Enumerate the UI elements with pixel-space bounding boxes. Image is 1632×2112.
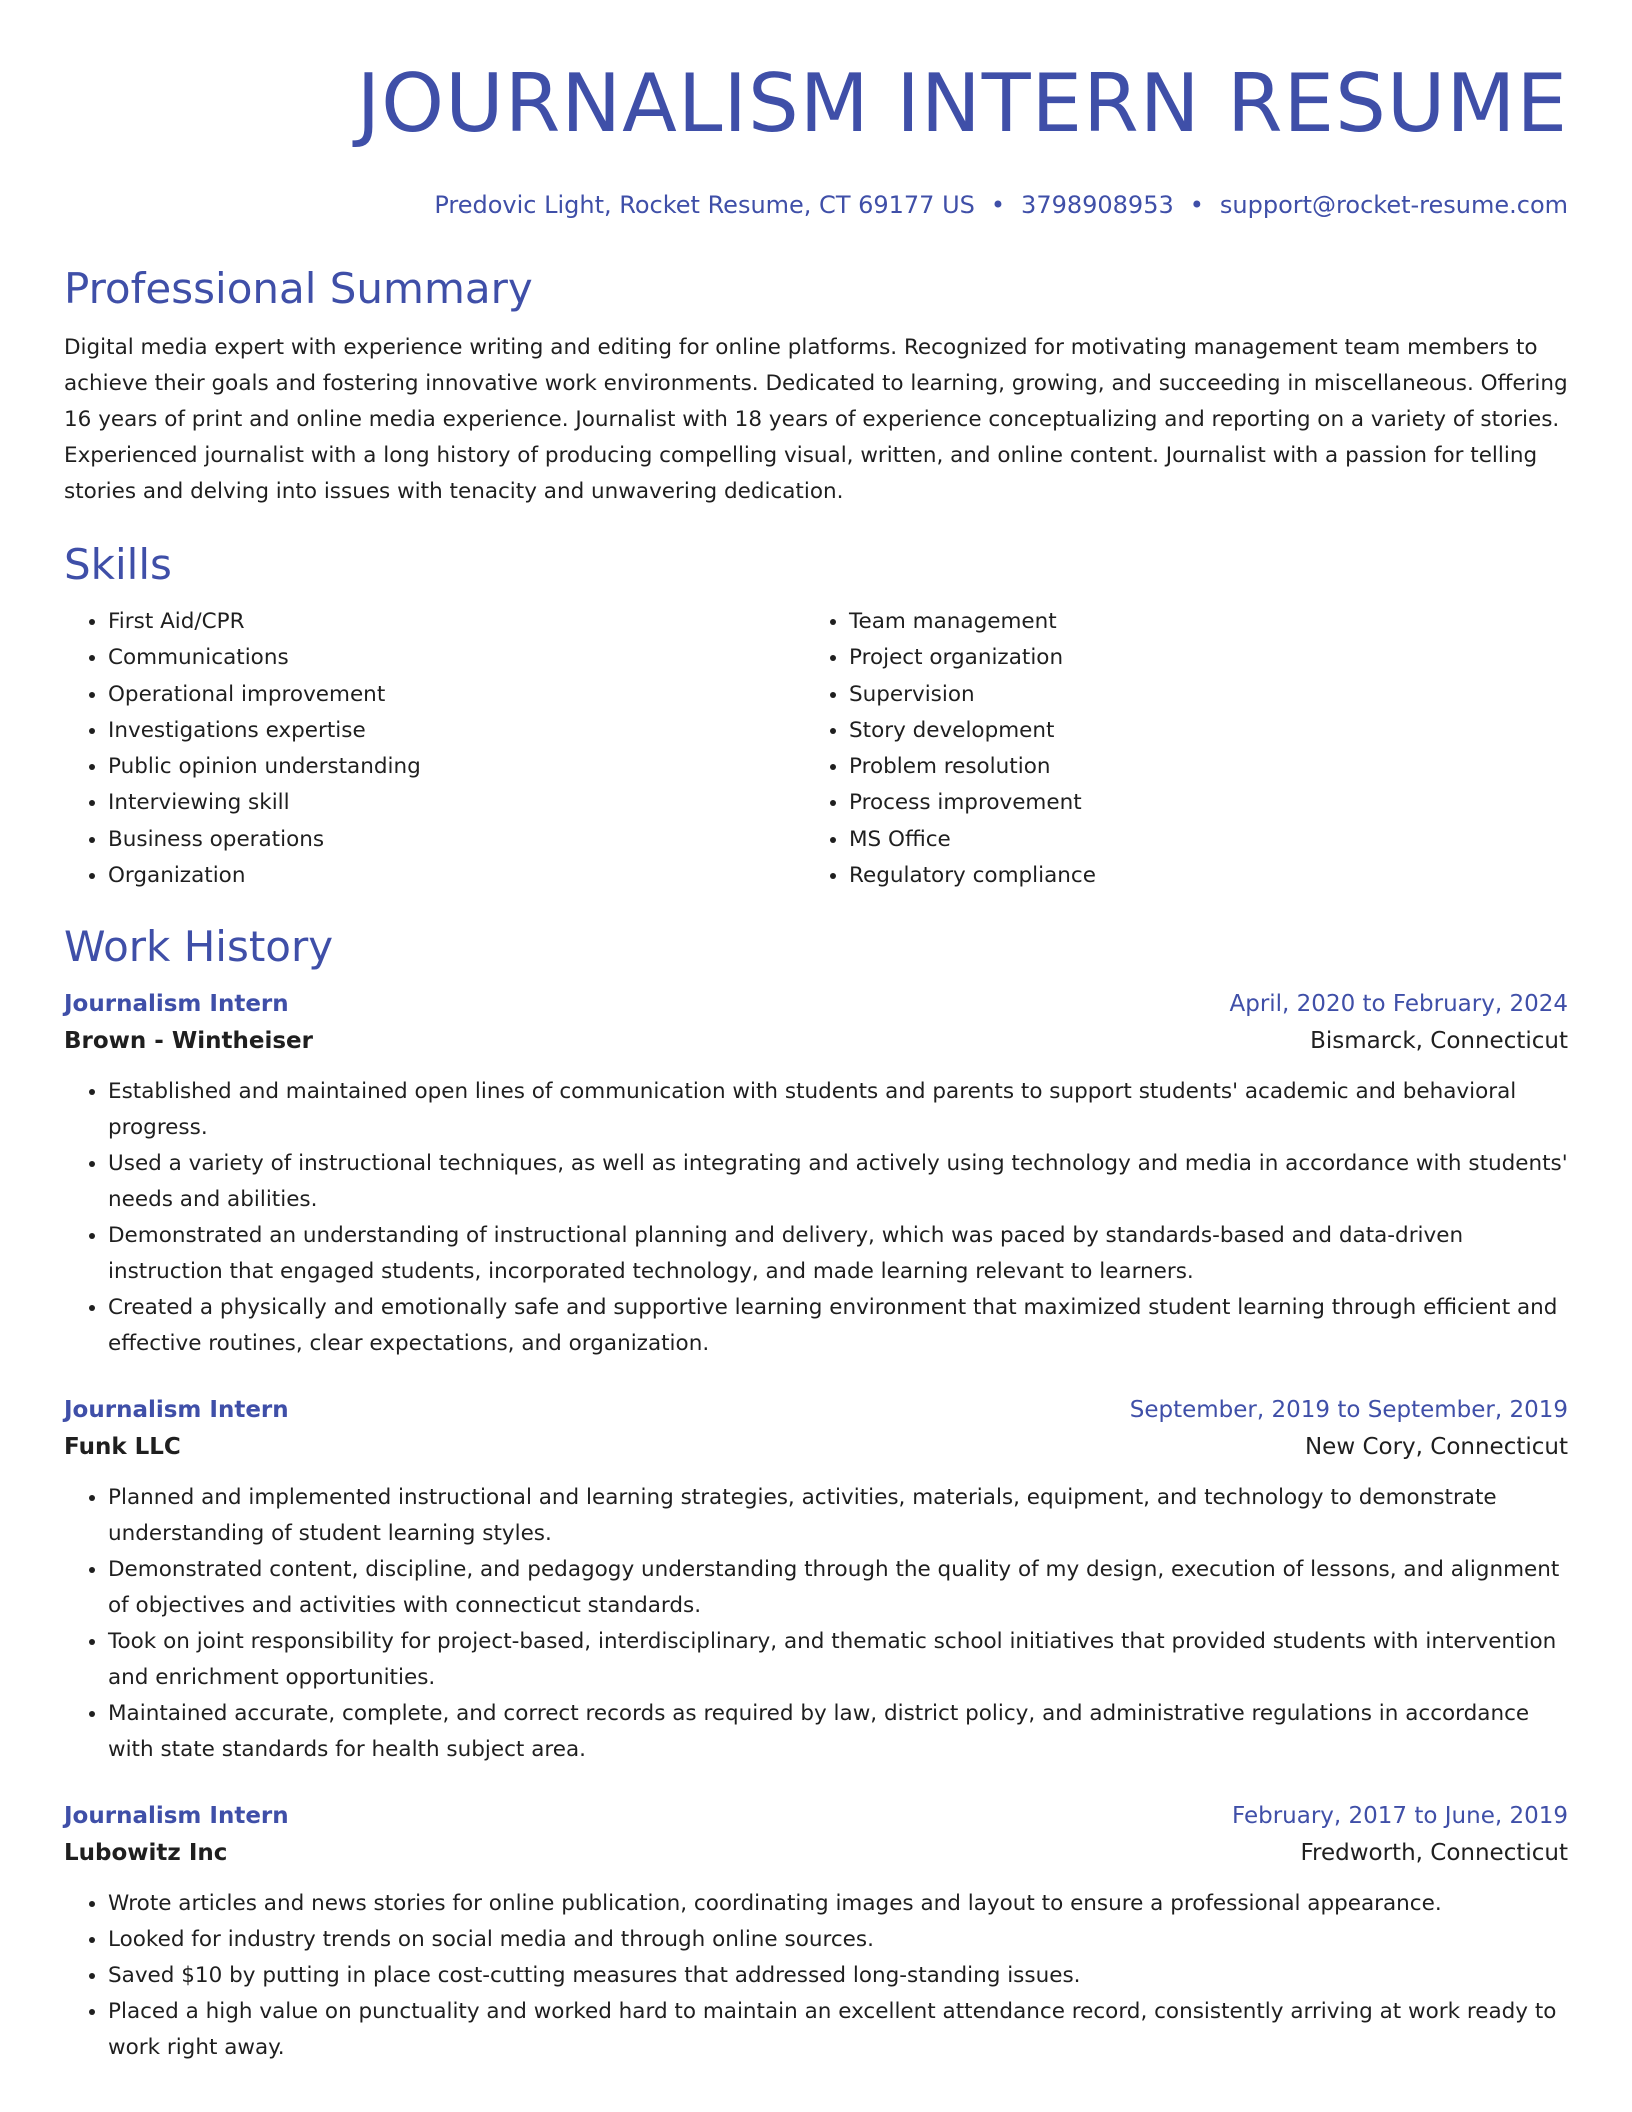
summary-heading: Professional Summary [64, 264, 533, 313]
job-company-row [64, 1022, 1568, 1060]
skill-item: • Operational improvement [108, 677, 805, 713]
skill-item: • Problem resolution [849, 749, 1546, 785]
contact-address: Predovic Light, Rocket Resume, CT 69177 US [434, 191, 975, 219]
job-entry [64, 1798, 1568, 2066]
contact-separator: • [990, 191, 1006, 219]
job-bullet: • Wrote articles and news stories for online publication, coordinating images and layout to ensure a professional appearance. [108, 1886, 1568, 1922]
skill-item: • Project organization [849, 640, 1546, 676]
skill-item: • Communications [108, 640, 805, 676]
resume-title: JOURNALISM INTERN RESUME [356, 57, 1568, 150]
job-company-row [64, 1834, 1568, 1872]
job-header-row [64, 1392, 1568, 1428]
skill-item: • Story development [849, 713, 1546, 749]
contact-email[interactable]: support@rocket-resume.com [1219, 191, 1568, 219]
job-bullets [64, 1074, 1568, 1362]
job-dates: September, 2019 to September, 2019 [1129, 1397, 1568, 1424]
job-header-row [64, 1798, 1568, 1834]
contact-line [64, 190, 1568, 220]
job-role: Journalism Intern [64, 991, 289, 1018]
job-bullet: • Demonstrated content, discipline, and pedagogy understanding through the quality of my design, execution of lessons, and alignment of objectives and activities with connecticut standards. [108, 1552, 1568, 1624]
job-bullet: • Established and maintained open lines of communication with students and parents to support students' academic and behavioral progress. [108, 1074, 1568, 1146]
skills-column-left [64, 604, 805, 894]
job-header-row [64, 986, 1568, 1022]
job-dates: February, 2017 to June, 2019 [1231, 1803, 1568, 1830]
job-company: Funk LLC [64, 1434, 181, 1461]
skill-item: • First Aid/CPR [108, 604, 805, 640]
job-bullet: • Placed a high value on punctuality and worked hard to maintain an excellent attendance record, consistently arriving at work ready to work right away. [108, 1994, 1568, 2066]
job-bullet: • Planned and implemented instructional and learning strategies, activities, materials, equipment, and technology to demonstrate understanding of student learning styles. [108, 1480, 1568, 1552]
job-bullets [64, 1480, 1568, 1768]
job-bullet: • Created a physically and emotionally safe and supportive learning environment that maximized student learning through efficient and effective routines, clear expectations, and organization. [108, 1290, 1568, 1362]
job-bullet: • Demonstrated an understanding of instructional planning and delivery, which was paced by standards-based and data-driven instruction that engaged students, incorporated technology, and made learning relevant to learners. [108, 1218, 1568, 1290]
skill-item: • Investigations expertise [108, 713, 805, 749]
skill-item: • Organization [108, 858, 805, 894]
skill-item: • Regulatory compliance [849, 858, 1546, 894]
contact-separator: • [1189, 191, 1204, 219]
job-role: Journalism Intern [64, 1397, 289, 1424]
contact-phone[interactable]: 3798908953 [1021, 191, 1174, 219]
job-bullet: • Saved $10 by putting in place cost-cutting measures that addressed long-standing issues. [108, 1958, 1568, 1994]
job-location: Fredworth, Connecticut [1300, 1840, 1568, 1867]
skill-item: • Process improvement [849, 785, 1546, 821]
summary-text: Digital media expert with experience writing and editing for online platforms. Recognized for motivating management team members to achieve their goals and fostering innovative work environments. Dedicated to learning, growing, and succeeding in miscellaneous. Offering 16 years of print and online media experience. Journalist with 18 years of experience conceptualizing and reporting on a variety of stories. Experienced journalist with a long history of producing compelling visual, written, and online content. Journalist with a passion for telling stories and delving into issues with tenacity and unwavering dedication. [64, 335, 1568, 504]
job-entry [64, 1392, 1568, 1768]
work-history-heading: Work History [64, 922, 334, 972]
job-company-row [64, 1428, 1568, 1466]
job-bullet: • Used a variety of instructional techniques, as well as integrating and actively using technology and media in accordance with students' needs and abilities. [108, 1146, 1568, 1218]
job-dates: April, 2020 to February, 2024 [1229, 991, 1568, 1018]
skill-item: • Supervision [849, 677, 1546, 713]
skill-item: • Team management [849, 604, 1546, 640]
job-company: Brown - Wintheiser [64, 1028, 313, 1055]
skill-item: • MS Office [849, 822, 1546, 858]
job-company: Lubowitz Inc [64, 1840, 228, 1867]
job-bullet: • Looked for industry trends on social media and through online sources. [108, 1922, 1568, 1958]
skill-item: • Interviewing skill [108, 785, 805, 821]
job-bullet: • Maintained accurate, complete, and correct records as required by law, district policy, and administrative regulations in accordance with state standards for health subject area. [108, 1696, 1568, 1768]
skills-heading: Skills [64, 540, 172, 589]
skill-item: • Public opinion understanding [108, 749, 805, 785]
job-bullets [64, 1886, 1568, 2066]
job-entry [64, 986, 1568, 1362]
skill-item: • Business operations [108, 822, 805, 858]
skills-column-right [805, 604, 1546, 894]
job-location: Bismarck, Connecticut [1310, 1028, 1568, 1055]
job-bullet: • Took on joint responsibility for project-based, interdisciplinary, and thematic school initiatives that provided students with intervention and enrichment opportunities. [108, 1624, 1568, 1696]
job-role: Journalism Intern [64, 1803, 289, 1830]
job-location: New Cory, Connecticut [1304, 1434, 1568, 1461]
skills-grid [64, 604, 1568, 894]
